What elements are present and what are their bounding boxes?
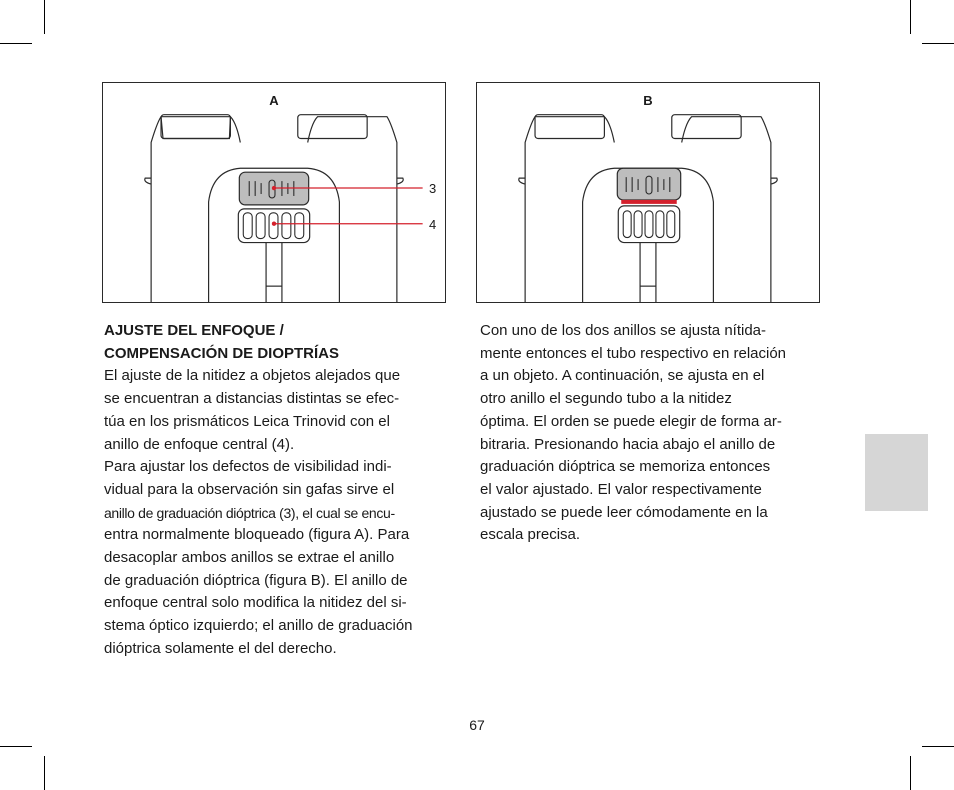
callout-number-3: 3	[429, 181, 437, 196]
body-line: mente entonces el tubo respectivo en relación	[480, 344, 787, 362]
binoculars-illustration-a	[103, 83, 445, 302]
body-line: túa en los prismáticos Leica Trinovid con el	[104, 412, 390, 430]
body-line: el valor ajustado. El valor respectivamente	[480, 480, 762, 498]
crop-mark	[910, 0, 911, 34]
body-line: óptima. El orden se puede elegir de forma ar-	[480, 412, 782, 430]
figure-label-a: A	[269, 93, 279, 108]
body-line: dióptrica solamente el del derecho.	[104, 639, 337, 657]
body-line: a un objeto. A continuación, se ajusta en el	[480, 367, 765, 385]
body-line: anillo de graduación dióptrica (3), el cual se encu-	[104, 504, 395, 521]
figure-b	[476, 82, 820, 303]
figure-a	[102, 82, 446, 303]
body-line: enfoque central solo modifica la nitidez del si-	[104, 594, 407, 612]
section-heading-line: AJUSTE DEL ENFOQUE /	[104, 322, 284, 339]
body-line: otro anillo el segundo tubo a la nitidez	[480, 390, 732, 408]
figure-label-b: B	[643, 93, 653, 108]
body-line: Con uno de los dos anillos se ajusta nítida-	[480, 322, 767, 339]
body-line: desacoplar ambos anillos se extrae el anillo	[104, 549, 395, 567]
body-line: entra normalmente bloqueado (figura A). Para	[104, 526, 410, 544]
body-line: bitraria. Presionando hacia abajo el anillo de	[480, 435, 776, 453]
body-line: stema óptico izquierdo; el anillo de graduación	[104, 617, 413, 635]
chapter-tab	[865, 434, 928, 511]
right-text-column	[480, 320, 825, 547]
left-text-column	[104, 320, 449, 661]
body-line: Para ajustar los defectos de visibilidad indi-	[104, 458, 392, 476]
body-line: se encuentran a distancias distintas se efec-	[104, 390, 400, 408]
crop-mark	[0, 43, 32, 44]
crop-mark	[922, 746, 954, 747]
body-line: de graduación dióptrica (figura B). El anillo de	[104, 571, 408, 589]
body-line: escala precisa.	[480, 526, 581, 544]
crop-mark	[44, 0, 45, 34]
crop-mark	[0, 746, 32, 747]
callout-number-4: 4	[429, 217, 437, 232]
body-line: anillo de enfoque central (4).	[104, 435, 295, 453]
body-line: graduación dióptrica se memoriza entonces	[480, 458, 771, 476]
binoculars-illustration-b	[477, 83, 819, 302]
body-line: El ajuste de la nitidez a objetos alejados que	[104, 367, 401, 385]
crop-mark	[44, 756, 45, 790]
body-line: ajustado se puede leer cómodamente en la	[480, 503, 768, 521]
page-number: 67	[469, 717, 485, 733]
crop-mark	[910, 756, 911, 790]
section-heading-line: COMPENSACIÓN DE DIOPTRÍAS	[104, 344, 340, 362]
crop-mark	[922, 43, 954, 44]
body-line: vidual para la observación sin gafas sirve el	[104, 480, 395, 498]
